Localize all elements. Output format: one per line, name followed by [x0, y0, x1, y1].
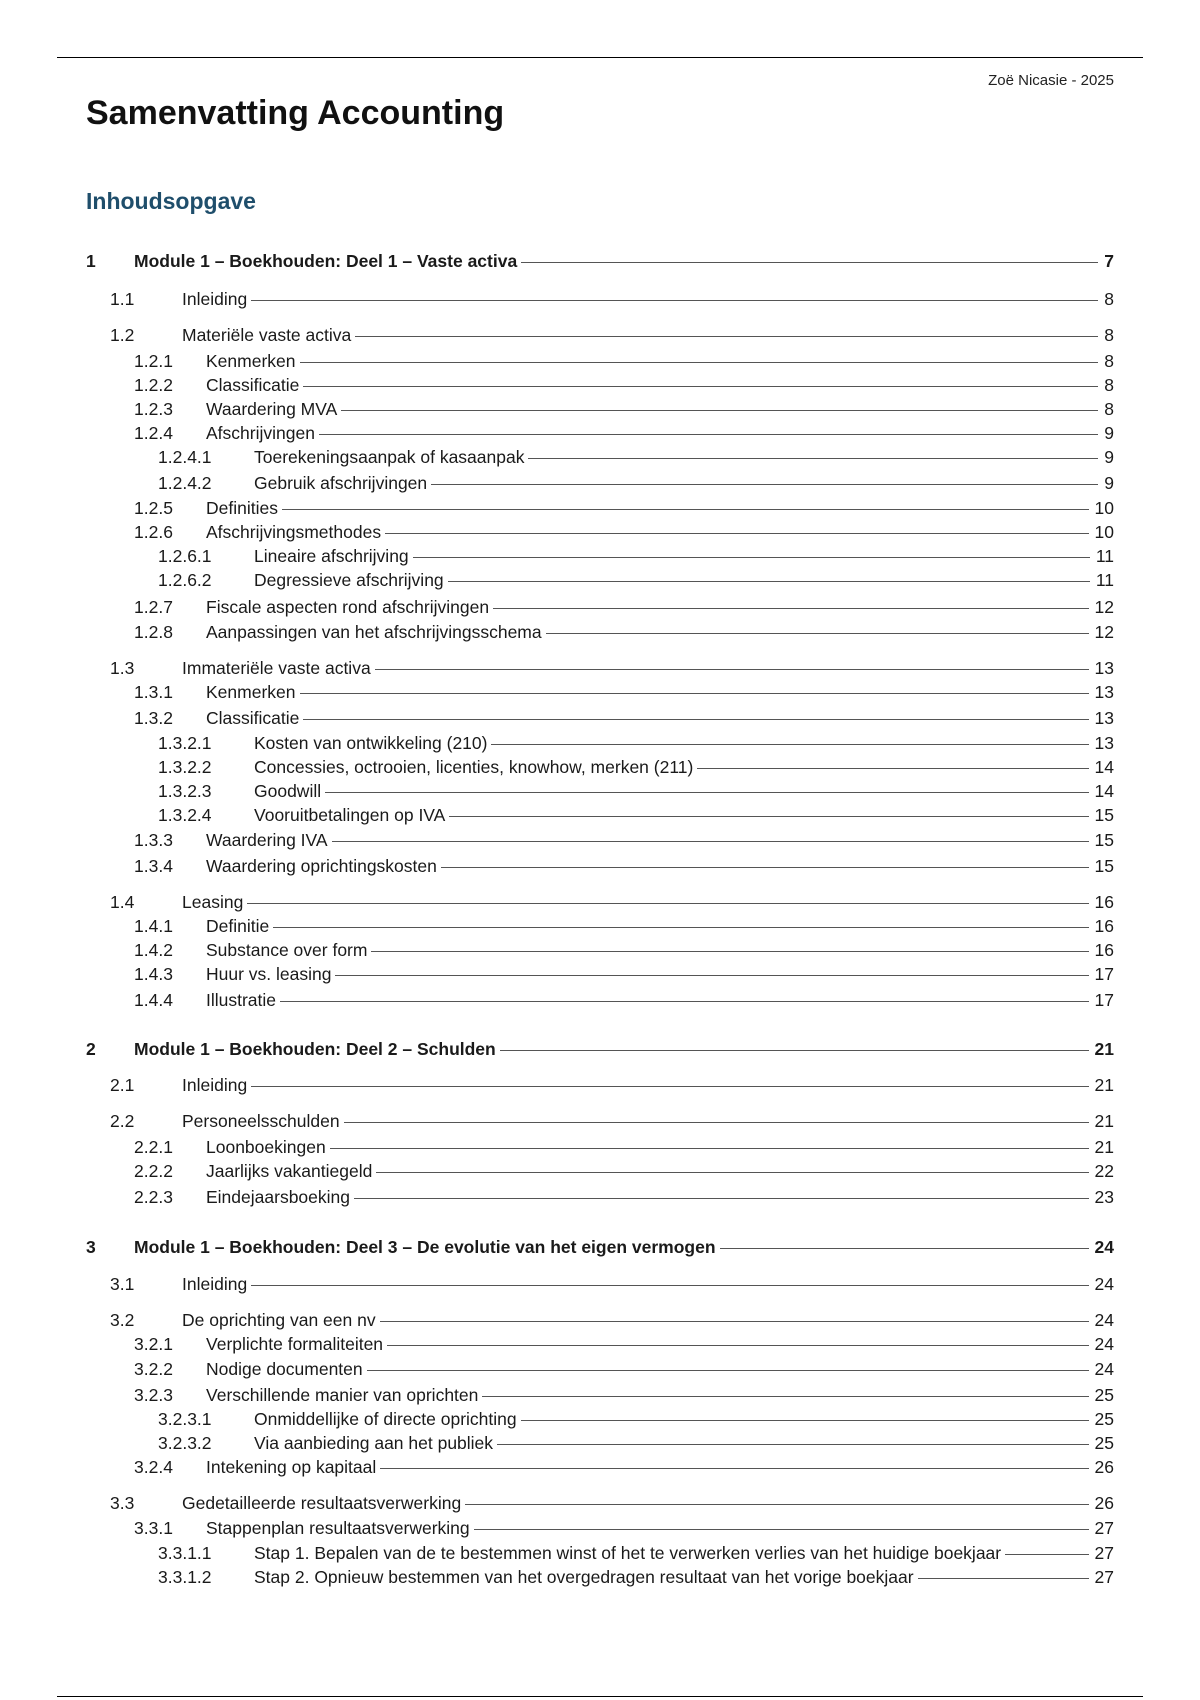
toc-entry[interactable]: 1.4.4 Illustratie 17 — [134, 990, 1114, 1010]
dot-leader — [371, 951, 1088, 952]
toc-entry[interactable]: 1.4 Leasing 16 — [110, 892, 1114, 912]
toc-entry[interactable]: 1.2.4.1 Toerekeningsaanpak of kasaanpak 9 — [158, 447, 1114, 467]
toc-entry[interactable]: 3.2.3.2 Via aanbieding aan het publiek 25 — [158, 1433, 1114, 1453]
toc-entry[interactable]: 1.2.3 Waardering MVA 8 — [134, 399, 1114, 419]
dot-leader — [319, 434, 1098, 435]
toc-entry[interactable]: 1.3.4 Waardering oprichtingskosten 15 — [134, 856, 1114, 876]
dot-leader — [387, 1345, 1088, 1346]
toc-entry[interactable]: 1.2.5 Definities 10 — [134, 498, 1114, 518]
toc-entry[interactable]: 3.2.3.1 Onmiddellijke of directe oprichting 25 — [158, 1409, 1114, 1429]
toc-entry[interactable]: 3.1 Inleiding 24 — [110, 1274, 1114, 1294]
dot-leader — [355, 336, 1098, 337]
dot-leader — [303, 386, 1098, 387]
toc-entry[interactable]: 1.3.1 Kenmerken 13 — [134, 682, 1114, 702]
dot-leader — [251, 1285, 1088, 1286]
toc-entry[interactable]: 1 Module 1 – Boekhouden: Deel 1 – Vaste activa 7 — [86, 251, 1114, 271]
dot-leader — [300, 362, 1099, 363]
dot-leader — [341, 410, 1098, 411]
dot-leader — [251, 300, 1098, 301]
dot-leader — [482, 1396, 1088, 1397]
dot-leader — [521, 1420, 1089, 1421]
toc-entry[interactable]: 3.2.2 Nodige documenten 24 — [134, 1359, 1114, 1379]
dot-leader — [465, 1504, 1088, 1505]
dot-leader — [431, 484, 1098, 485]
dot-leader — [380, 1321, 1089, 1322]
toc-entry[interactable]: 3.2.3 Verschillende manier van oprichten 25 — [134, 1385, 1114, 1405]
dot-leader — [493, 608, 1088, 609]
dot-leader — [918, 1578, 1089, 1579]
toc-entry[interactable]: 1.2.2 Classificatie 8 — [134, 375, 1114, 395]
toc-entry[interactable]: 1.2.4 Afschrijvingen 9 — [134, 423, 1114, 443]
toc-entry[interactable]: 1.2.4.2 Gebruik afschrijvingen 9 — [158, 473, 1114, 493]
toc-entry[interactable]: 1.4.1 Definitie 16 — [134, 916, 1114, 936]
dot-leader — [325, 792, 1088, 793]
toc-entry[interactable]: 2.1 Inleiding 21 — [110, 1075, 1114, 1095]
dot-leader — [546, 633, 1089, 634]
toc-entry[interactable]: 1.2.6.2 Degressieve afschrijving 11 — [158, 570, 1114, 590]
dot-leader — [385, 533, 1088, 534]
toc-entry[interactable]: 1.3.2 Classificatie 13 — [134, 708, 1114, 728]
dot-leader — [375, 669, 1089, 670]
dot-leader — [720, 1248, 1089, 1249]
toc-entry[interactable]: 3.3.1 Stappenplan resultaatsverwerking 27 — [134, 1518, 1114, 1538]
dot-leader — [448, 581, 1090, 582]
dot-leader — [335, 975, 1088, 976]
toc-entry[interactable]: 1.3.2.4 Vooruitbetalingen op IVA 15 — [158, 805, 1114, 825]
toc-entry[interactable]: 1.2.7 Fiscale aspecten rond afschrijvingen 12 — [134, 597, 1114, 617]
dot-leader — [273, 927, 1088, 928]
dot-leader — [332, 841, 1089, 842]
toc-entry[interactable]: 2.2.2 Jaarlijks vakantiegeld 22 — [134, 1161, 1114, 1181]
dot-leader — [491, 744, 1088, 745]
toc-entry[interactable]: 1.2.6.1 Lineaire afschrijving 11 — [158, 546, 1114, 566]
dot-leader — [354, 1198, 1089, 1199]
dot-leader — [497, 1444, 1088, 1445]
toc-entry[interactable]: 1.4.3 Huur vs. leasing 17 — [134, 964, 1114, 984]
toc-entry[interactable]: 1.2.1 Kenmerken 8 — [134, 351, 1114, 371]
dot-leader — [413, 557, 1090, 558]
dot-leader — [474, 1529, 1089, 1530]
dot-leader — [376, 1172, 1088, 1173]
toc-entry[interactable]: 2.2.1 Loonboekingen 21 — [134, 1137, 1114, 1157]
toc-entry[interactable]: 3.2.4 Intekening op kapitaal 26 — [134, 1457, 1114, 1477]
dot-leader — [344, 1122, 1089, 1123]
header-author: Zoë Nicasie - 2025 — [988, 72, 1114, 89]
toc-entry[interactable]: 2 Module 1 – Boekhouden: Deel 2 – Schulden 21 — [86, 1039, 1114, 1059]
dot-leader — [697, 768, 1088, 769]
dot-leader — [521, 262, 1098, 263]
toc-entry[interactable]: 1.3.2.2 Concessies, octrooien, licenties, knowhow, merken (211) 14 — [158, 757, 1114, 777]
toc-entry[interactable]: 1.3.2.3 Goodwill 14 — [158, 781, 1114, 801]
toc-entry[interactable]: 1.3.3 Waardering IVA 15 — [134, 830, 1114, 850]
toc-entry[interactable]: 1.4.2 Substance over form 16 — [134, 940, 1114, 960]
dot-leader — [330, 1148, 1089, 1149]
dot-leader — [441, 867, 1089, 868]
dot-leader — [282, 509, 1089, 510]
toc-entry[interactable]: 1.3.2.1 Kosten van ontwikkeling (210) 13 — [158, 733, 1114, 753]
toc-entry[interactable]: 3.2 De oprichting van een nv 24 — [110, 1310, 1114, 1330]
toc-entry[interactable]: 1.2 Materiële vaste activa 8 — [110, 325, 1114, 345]
toc-entry[interactable]: 1.3 Immateriële vaste activa 13 — [110, 658, 1114, 678]
toc-entry[interactable]: 2.2 Personeelsschulden 21 — [110, 1111, 1114, 1131]
toc-entry[interactable]: 1.2.6 Afschrijvingsmethodes 10 — [134, 522, 1114, 542]
toc-entry[interactable]: 3.2.1 Verplichte formaliteiten 24 — [134, 1334, 1114, 1354]
toc-heading: Inhoudsopgave — [86, 188, 256, 214]
toc-entry[interactable]: 1.1 Inleiding 8 — [110, 289, 1114, 309]
toc-entry[interactable]: 3.3 Gedetailleerde resultaatsverwerking 26 — [110, 1493, 1114, 1513]
toc-entry[interactable]: 3.3.1.1 Stap 1. Bepalen van de te bestemmen winst of het te verwerken verlies van het huidige boekjaar 27 — [158, 1543, 1114, 1563]
document-title: Samenvatting Accounting — [86, 94, 505, 132]
dot-leader — [251, 1086, 1088, 1087]
dot-leader — [303, 719, 1088, 720]
dot-leader — [247, 903, 1088, 904]
toc-entry[interactable]: 3 Module 1 – Boekhouden: Deel 3 – De evolutie van het eigen vermogen 24 — [86, 1237, 1114, 1257]
dot-leader — [280, 1001, 1089, 1002]
dot-leader — [300, 693, 1089, 694]
dot-leader — [1005, 1554, 1088, 1555]
toc-entry[interactable]: 1.2.8 Aanpassingen van het afschrijvingsschema 12 — [134, 622, 1114, 642]
dot-leader — [380, 1468, 1088, 1469]
dot-leader — [367, 1370, 1089, 1371]
toc-entry[interactable]: 2.2.3 Eindejaarsboeking 23 — [134, 1187, 1114, 1207]
dot-leader — [528, 458, 1098, 459]
dot-leader — [500, 1050, 1089, 1051]
toc-entry[interactable]: 3.3.1.2 Stap 2. Opnieuw bestemmen van het overgedragen resultaat van het vorige boekjaar 27 — [158, 1567, 1114, 1587]
bottom-rule — [57, 1696, 1143, 1697]
dot-leader — [449, 816, 1088, 817]
